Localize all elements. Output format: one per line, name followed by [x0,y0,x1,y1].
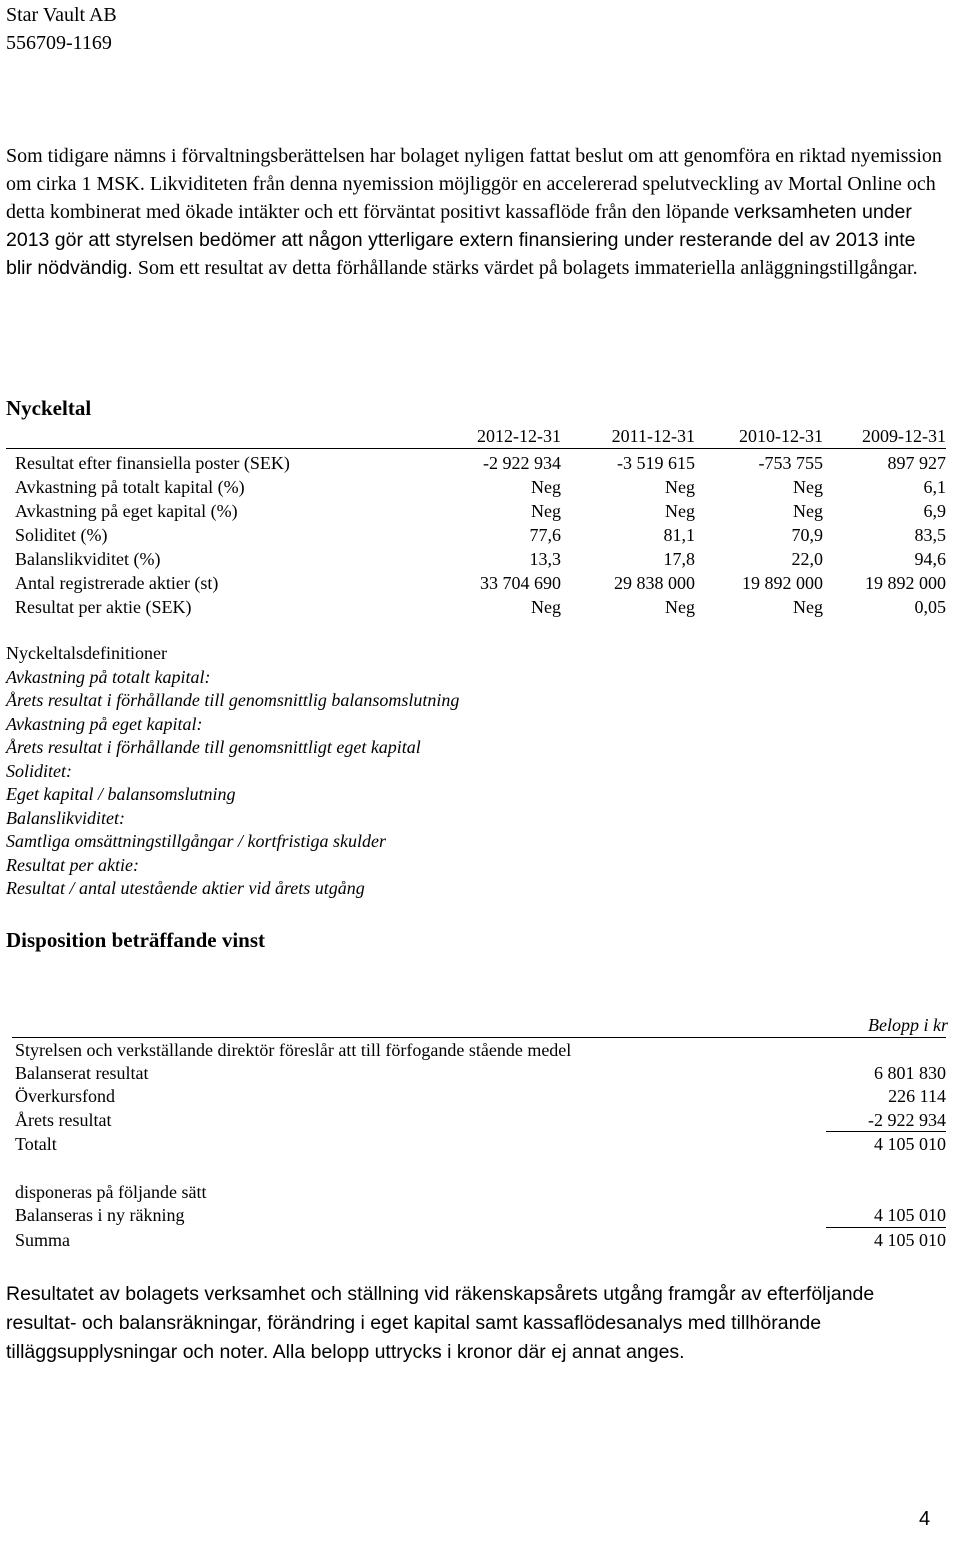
table-row [6,571,946,595]
row-label: Balanslikviditet (%) [15,549,161,569]
cell-value: -2 922 934 [483,453,561,473]
cell-value: 83,5 [914,525,946,545]
cell-value: 17,8 [663,549,695,569]
cell-value: 22,0 [791,549,823,569]
list-item [15,1108,946,1132]
definition-text: Samtliga omsättningstillgångar / kortfristiga skulder [6,831,387,851]
amount-header: Belopp i kr [868,1015,948,1035]
definitions-heading: Nyckeltalsdefinitioner [6,643,167,663]
list-item [15,1228,946,1252]
amount-header-row [15,1013,946,1037]
item-label: Balanserat resultat [15,1063,149,1083]
nyckeltal-heading: Nyckeltal [6,396,92,420]
row-label: Resultat per aktie (SEK) [15,597,192,617]
item-value: 6 801 830 [874,1063,946,1083]
intro-paragraph [6,142,946,282]
column-header: 2010-12-31 [695,424,823,449]
cell-value: Neg [665,597,695,617]
proposal-row [15,1038,946,1062]
column-header: 2012-12-31 [426,424,561,449]
definition-text: Årets resultat i förhållande till genomsnittlig balansomslutning [6,690,460,710]
cell-value: Neg [793,597,823,617]
cell-value: 81,1 [663,525,695,545]
row-label: Avkastning på eget kapital (%) [15,501,238,521]
definition-term: Resultat per aktie: [6,854,139,875]
closing-paragraph: Resultatet av bolagets verksamhet och ställning vid räkenskapsårets utgång framgår av efterföljande resultat- och balansräkningar, förändring i eget kapital samt kassaflödesanalys med tillhörande tilläggsupplysningar och noter. Alla belopp uttrycks i kronor där ej annat anges. [6,1283,875,1363]
cell-value: 77,6 [529,525,561,545]
disposition-heading: Disposition beträffande vinst [6,928,266,952]
item-value: 226 114 [888,1086,946,1106]
cell-value: Neg [665,501,695,521]
item-value: -2 922 934 [868,1110,946,1130]
column-header: 2011-12-31 [561,424,695,449]
cell-value: 19 892 000 [865,573,946,593]
definition-text: Eget kapital / balansomslutning [6,784,236,804]
intro-serif-end-text: Som ett resultat av detta förhållande stärks värdet på bolagets immateriella anläggningstillgångar. [132,257,918,279]
intro-serif-text: Som tidigare nämns i förvaltningsberättelsen har bolaget nyligen fattat beslut om att genomföra en riktad nyemission om cirka 1 MSK. Likviditeten från denna nyemission möjliggör en accelererad spelutveckling av Mortal Online och detta kombinerat med ökade intäkter och ett förväntat positivt kassaflöde från den löpande [6,145,942,223]
column-header: 2009-12-31 [823,424,946,449]
disposed-row [15,1180,946,1204]
total-underline [826,1131,946,1132]
page-number: 4 [919,1508,931,1530]
header-empty-cell [6,424,426,449]
item-label: Årets resultat [15,1110,112,1130]
table-row [6,547,946,571]
list-item [15,1061,946,1085]
cell-value: 897 927 [887,453,946,473]
cell-value: 6,9 [923,501,946,521]
cell-value: -3 519 615 [617,453,695,473]
table-row [6,595,946,619]
item-value: 4 105 010 [874,1230,946,1250]
table-header-row [6,424,946,449]
cell-value: 13,3 [529,549,561,569]
row-label: Antal registrerade aktier (st) [15,573,219,593]
definition-term: Soliditet: [6,760,72,781]
cell-value: 70,9 [791,525,823,545]
row-label: Resultat efter finansiella poster (SEK) [15,453,290,473]
item-value: 4 105 010 [874,1134,946,1154]
row-label: Soliditet (%) [15,525,108,545]
intro-sans-text: verksamheten under 2013 gör att styrelsen bedömer att någon ytterligare extern finansiering under resterande del av 2013 inte blir nödvändig. [6,201,916,279]
definition-text: Årets resultat i förhållande till genomsnittligt eget kapital [6,737,421,757]
cell-value: 94,6 [914,549,946,569]
cell-value: 19 892 000 [742,573,823,593]
list-item [15,1084,946,1108]
table-row [6,449,946,476]
item-value: 4 105 010 [874,1205,946,1225]
org-number: 556709-1169 [6,32,112,54]
item-label: Totalt [15,1134,57,1154]
summa-underline [826,1227,946,1228]
definition-term: Avkastning på totalt kapital: [6,666,211,687]
list-item [15,1203,946,1227]
table-row [6,499,946,523]
disposition-top-rule [12,1037,946,1038]
disposed-text: disponeras på följande sätt [15,1182,207,1202]
table-row [6,523,946,547]
item-label: Summa [15,1230,71,1250]
definition-text: Resultat / antal utestående aktier vid årets utgång [6,878,365,898]
item-label: Överkursfond [15,1086,115,1106]
cell-value: 29 838 000 [614,573,695,593]
cell-value: Neg [793,477,823,497]
cell-value: Neg [665,477,695,497]
cell-value: 6,1 [923,477,946,497]
cell-value: Neg [793,501,823,521]
cell-value: Neg [531,477,561,497]
cell-value: Neg [531,597,561,617]
definitions-block [6,642,459,901]
cell-value: -753 755 [758,453,823,473]
nyckeltal-table [6,424,946,619]
definition-term: Avkastning på eget kapital: [6,713,203,734]
list-item [15,1132,946,1156]
company-name: Star Vault AB [6,4,117,26]
cell-value: 0,05 [914,597,946,617]
definition-term: Balanslikviditet: [6,807,125,828]
cell-value: Neg [531,501,561,521]
item-label: Balanseras i ny räkning [15,1205,185,1225]
proposal-text: Styrelsen och verkställande direktör föreslår att till förfogande stående medel [15,1040,572,1060]
table-row [6,475,946,499]
row-label: Avkastning på totalt kapital (%) [15,477,245,497]
cell-value: 33 704 690 [480,573,561,593]
